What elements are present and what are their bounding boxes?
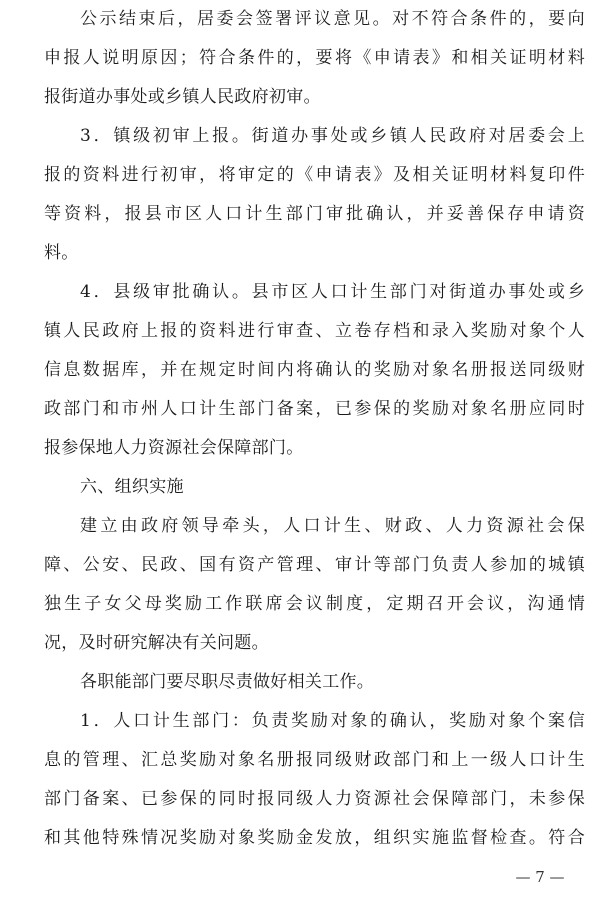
text-line: 独生子女父母奖励工作联席会议制度，定期召开会议，沟通情 [44,594,585,614]
text-line: 申报人说明原因；符合条件的，要将《申请表》和相关证明材料 [44,48,585,68]
text-line: 料。 [44,243,79,263]
text-line: 部门备案、已参保的同时报同级人力资源社会保障部门，未参保 [44,789,585,809]
text-line: 等资料，报县市区人口计生部门审批确认，并妥善保存申请资 [44,204,585,224]
text-line: 报街道办事处或乡镇人民政府初审。 [44,87,321,107]
text-line: 1．人口计生部门：负责奖励对象的确认，奖励对象个案信 [80,711,585,731]
text-line: 报参保地人力资源社会保障部门。 [44,438,304,458]
text-line: 4．县级审批确认。县市区人口计生部门对街道办事处或乡 [80,282,585,302]
text-line: 3．镇级初审上报。街道办事处或乡镇人民政府对居委会上 [80,126,585,146]
text-line: 况，及时研究解决有关问题。 [44,633,269,653]
text-line: 和其他特殊情况奖励对象奖励金发放，组织实施监督检查。符合 [44,828,585,848]
text-line: 各职能部门要尽职尽责做好相关工作。 [80,672,375,692]
text-line: 建立由政府领导牵头，人口计生、财政、人力资源社会保 [80,516,585,536]
text-line: 政部门和市州人口计生部门备案，已参保的奖励对象名册应同时 [44,399,585,419]
text-line: 镇人民政府上报的资料进行审查、立卷存档和录入奖励对象个人 [44,321,585,341]
text-line: 公示结束后，居委会签署评议意见。对不符合条件的，要向 [80,9,585,29]
page-number: — 7 — [515,868,565,886]
text-line: 报的资料进行初审，将审定的《申请表》及相关证明材料复印件 [44,165,585,185]
text-line: 信息数据库，并在规定时间内将确认的奖励对象名册报送同级财 [44,360,585,380]
text-line: 障、公安、民政、国有资产管理、审计等部门负责人参加的城镇 [44,555,585,575]
text-line: 息的管理、汇总奖励对象名册报同级财政部门和上一级人口计生 [44,750,585,770]
section-heading: 六、组织实施 [80,477,184,497]
